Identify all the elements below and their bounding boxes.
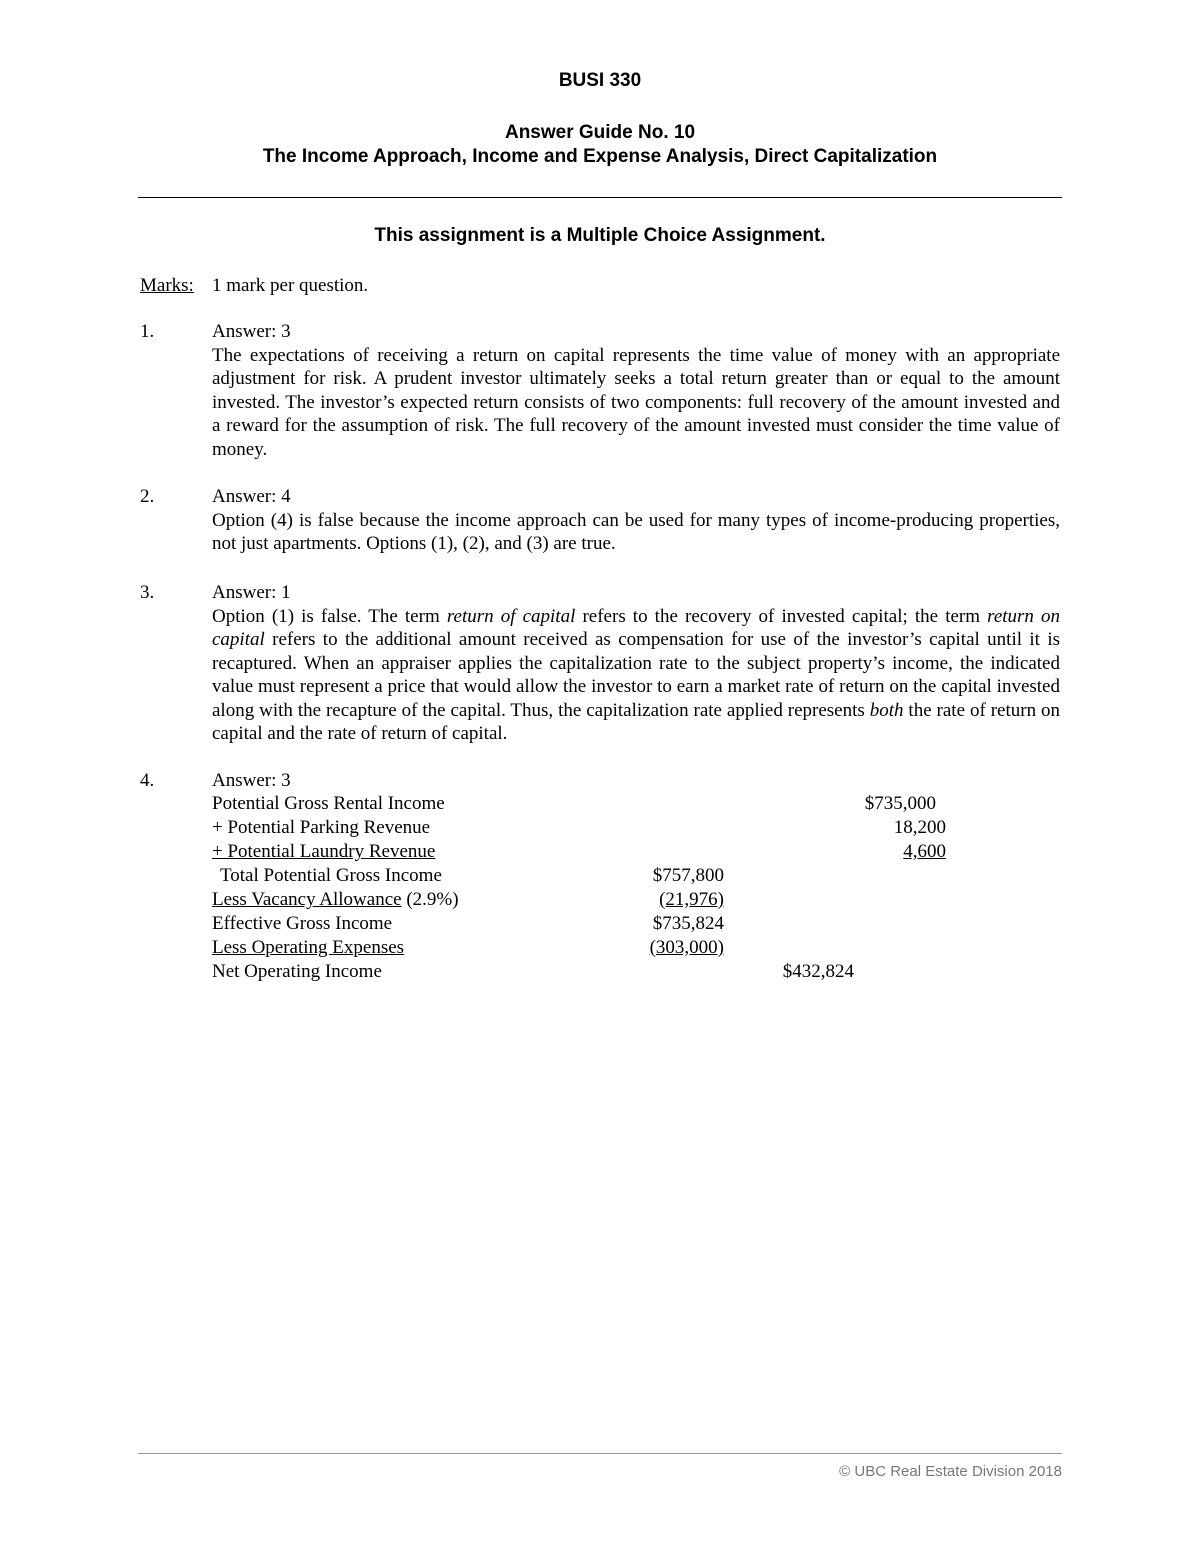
- answer-line: Answer: 4: [212, 486, 291, 507]
- question-body: [212, 485, 1060, 556]
- row-label-main: Less Vacancy Allowance: [212, 889, 402, 910]
- question-number: 4.: [140, 770, 155, 791]
- row-label: Total Potential Gross Income: [220, 865, 442, 886]
- term-return-on-capital: return on capital: [212, 605, 1061, 650]
- question-body: [212, 769, 1060, 793]
- row-label: Less Operating Expenses: [212, 937, 405, 958]
- row-label-suffix: (2.9%): [401, 889, 459, 910]
- row-label: Potential Gross Rental Income: [212, 793, 445, 814]
- row-amount: (21,976): [659, 889, 724, 910]
- explanation-text: [212, 605, 1060, 746]
- marks-value: 1 mark per question.: [212, 275, 369, 296]
- question-number: 1.: [140, 321, 155, 342]
- marks-line: [140, 274, 369, 297]
- assignment-notice: This assignment is a Multiple Choice Assignment.: [374, 225, 826, 246]
- answer-line: Answer: 3: [212, 770, 291, 791]
- question-number: 2.: [140, 486, 155, 507]
- row-amount: (303,000): [649, 937, 724, 958]
- answer-line: Answer: 1: [212, 582, 291, 603]
- row-amount: $757,800: [652, 865, 724, 886]
- term-return-of-capital: return of capital: [446, 605, 576, 627]
- row-label: Effective Gross Income: [212, 913, 393, 934]
- explanation-text: The expectations of receiving a return on capital represents the time value of money with an appropriate adjustment for risk. A prudent investor ultimately seeks a total return greater than or equal to the amount invested. The investor’s expected return consists of two components: full recovery of the amount invested and a reward for the assumption of risk. The full recovery of the amount invested must consider the time value of money.: [212, 344, 1060, 460]
- marks-label: Marks:: [140, 275, 194, 296]
- row-amount: $432,824: [782, 961, 854, 982]
- row-label: + Potential Parking Revenue: [212, 817, 431, 838]
- question-body: [212, 581, 1060, 746]
- text-segment: the rate of return on capital and the rate of return of capital.: [212, 699, 1060, 744]
- text-segment: refers to the recovery of invested capital; the term: [575, 605, 988, 627]
- footer-copyright: © UBC Real Estate Division 2018: [839, 1463, 1062, 1480]
- answer-line: Answer: 3: [212, 321, 291, 342]
- row-amount: 4,600: [903, 841, 946, 862]
- explanation-text: Option (4) is false because the income approach can be used for many types of income-producing properties, not just apartments. Options (1), (2), and (3) are true.: [212, 509, 1060, 554]
- term-both: both: [869, 699, 904, 721]
- question-body: [212, 320, 1060, 461]
- row-amount: 18,200: [893, 817, 946, 838]
- text-segment: refers to the additional amount received as compensation for use of the investor’s capital until it is recaptured. When an appraiser applies the capitalization rate to the subject property’s income, the indicated value must represent a price that would allow the investor to earn a market rate of return on the capital invested along with the recapture of the capital. Thus, the capitalization rate applied represents: [212, 629, 1060, 721]
- course-code: BUSI 330: [558, 70, 642, 91]
- text-segment: Option (1) is false. The term: [212, 605, 447, 627]
- row-label: + Potential Laundry Revenue: [212, 841, 436, 862]
- header-divider: [138, 197, 1062, 198]
- row-amount: $735,000: [864, 793, 936, 814]
- row-label: Net Operating Income: [212, 961, 382, 982]
- footer-divider: [138, 1453, 1062, 1454]
- guide-subtitle: The Income Approach, Income and Expense Analysis, Direct Capitalization: [262, 146, 938, 167]
- question-number: 3.: [140, 582, 155, 603]
- guide-title: Answer Guide No. 10: [504, 122, 696, 143]
- row-amount: $735,824: [652, 913, 724, 934]
- row-label: [212, 888, 459, 912]
